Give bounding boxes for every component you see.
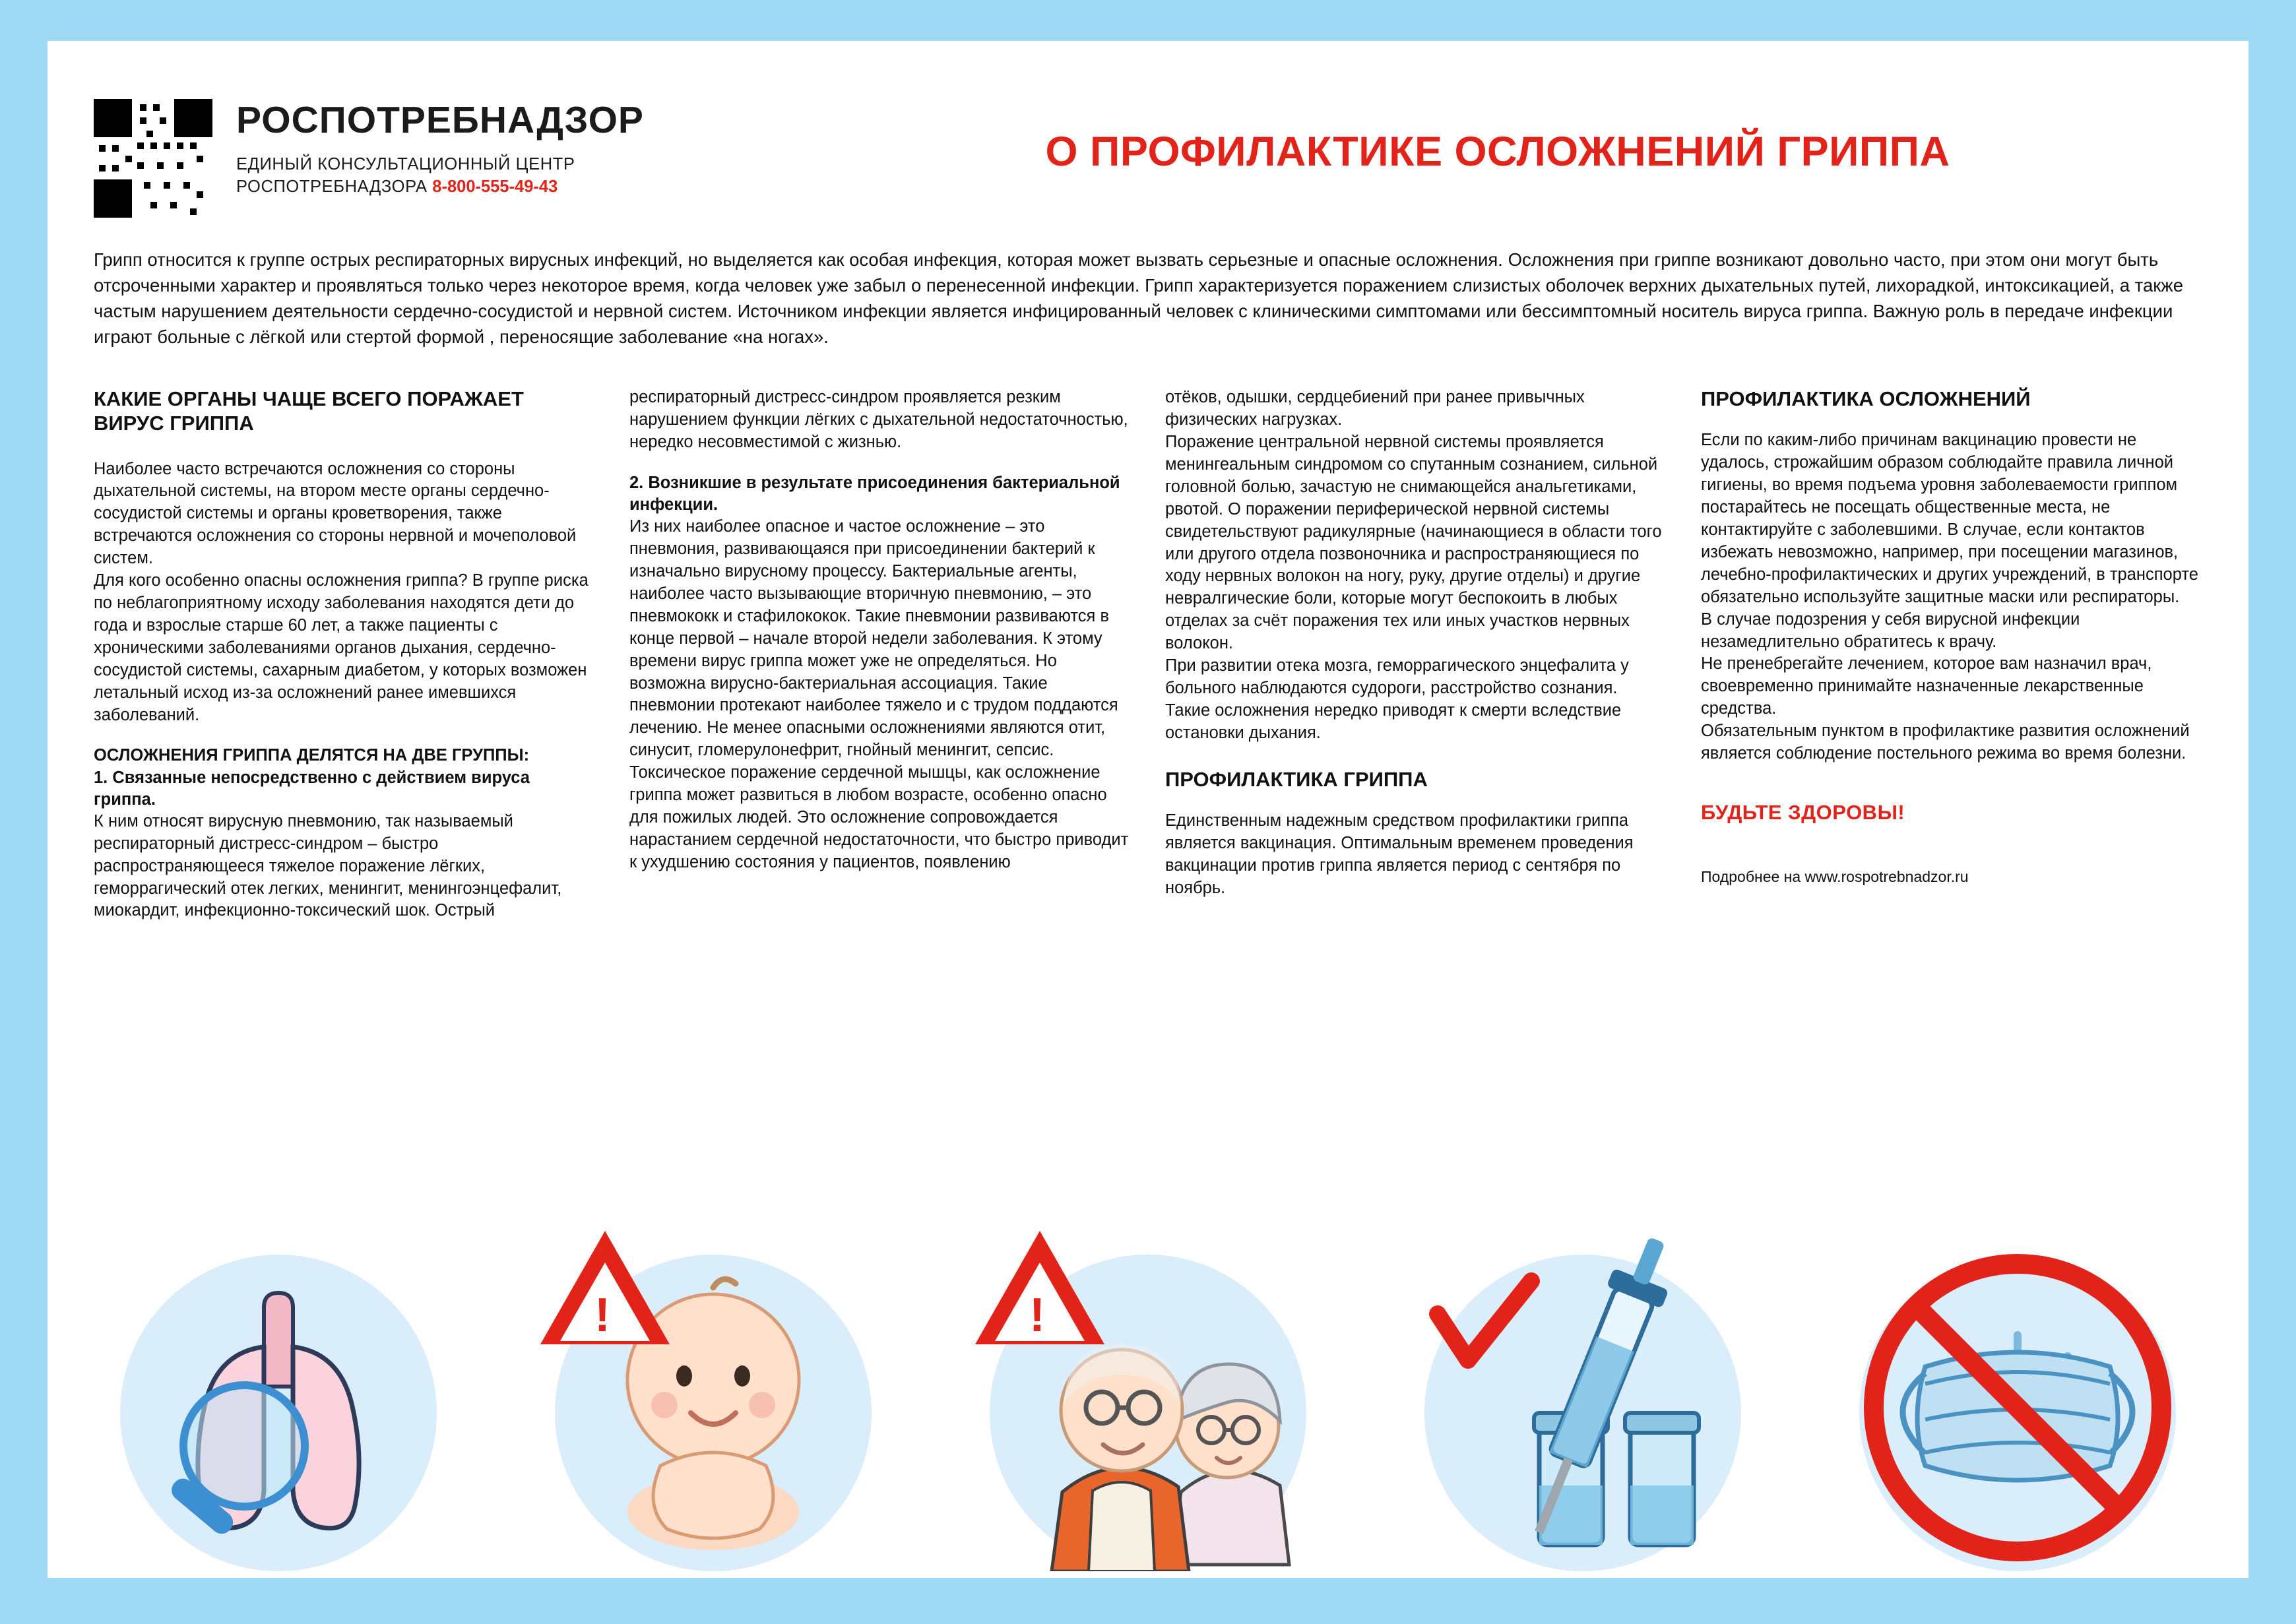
section-heading-flu-prevention: ПРОФИЛАКТИКА ГРИППА [1165, 767, 1428, 791]
section-heading-organs: КАКИЕ ОРГАНЫ ЧАЩЕ ВСЕГО ПОРАЖАЕТ ВИРУС ГРИППА [94, 387, 524, 435]
section-heading-two-groups: ОСЛОЖНЕНИЯ ГРИППА ДЕЛЯТСЯ НА ДВЕ ГРУППЫ: [94, 746, 530, 765]
brand-block [94, 99, 872, 218]
header [94, 67, 2202, 218]
group-2-paragraph: Из них наиболее опасное и частое осложнение – это пневмония, развивающаяся при присоединении бактерий к изначально вирусному процессу. Бактериальные агенты, наиболее часто вызывающие вторичную пневмонию, – это пневмококк и стафилококок. Такие пневмонии развиваются в конце первой – начале второй недели заболевания. К этому времени вирус гриппа может уже не определяться. Но возможна вирусно-бактериальная ассоциация. Такие пневмонии протекают наиболее тяжело и с трудом поддаются лечению. Не менее опасными осложнениями являются отит, синусит, гломерулонефрит, гнойный менингит, сепсис. Токсическое поражение сердечной мышцы, как осложнение гриппа может развиться в любом возрасте, особенно опасно для пожилых людей. Это осложнение сопровождается нарастанием сердечной недостаточности, что быстро приводит к ухудшению состояния у пациентов, появлению [629, 517, 1129, 871]
brand-subtitle-line2: РОСПОТРЕБНАДЗОРА [236, 177, 428, 196]
column-2-paragraph-1: респираторный дистресс-синдром проявляется резким нарушением функции лёгких с дыхательной недостаточностью, нередко несовместимой с жизнью. [629, 388, 1128, 451]
group-2-subheading: 2. Возникшие в результате присоединения бактериальной инфекции. [629, 473, 1120, 515]
column-3-paragraph-3: При развитии отека мозга, геморрагического энцефалита у больного наблюдаются судороги, расстройство сознания. Такие осложнения нередко приводят к смерти вследствие остановки дыхания. [1165, 656, 1629, 742]
qr-code-icon [94, 99, 212, 218]
page-title: О ПРОФИЛАКТИКЕ ОСЛОЖНЕНИЙ ГРИППА [1045, 129, 1950, 175]
icon-cell-vaccination [1398, 1222, 1768, 1578]
complication-paragraph-4: Обязательным пунктом в профилактике развития осложнений является соблюдение постельного режима во время болезни. [1701, 722, 2190, 763]
group-1-subheading: 1. Связанные непосредственно с действием вируса гриппа. [94, 768, 530, 809]
mask-prohibited-virus-icon [1833, 1228, 2202, 1571]
organs-paragraph-2: Для кого особенно опасны осложнения гриппа? В группе риска по неблагоприятному исходу заболевания находятся дети до года и взрослые старше 60 лет, а также пациенты с хроническими заболеваниями органов дыхания, сердечно-сосудистой системы, сахарным диабетом, у которых возможен летальный исход из-за осложнений ранее имевшихся заболеваний. [94, 571, 589, 724]
vaccination-syringe-icon [1398, 1228, 1768, 1571]
brand-title: РОСПОТРЕБНАДЗОР [236, 99, 644, 141]
complication-paragraph-2: В случае подозрения у себя вирусной инфекции незамедлительно обратитесь к врачу. [1701, 609, 2080, 651]
column-3-paragraph-1: отёков, одышки, сердцебиений при ранее привычных физических нагрузках. [1165, 388, 1585, 429]
column-1 [94, 387, 595, 922]
icon-cell-mask [1833, 1222, 2202, 1578]
column-4 [1701, 387, 2202, 922]
intro-paragraph: Грипп относится к группе острых респираторных вирусных инфекций, но выделяется как особая инфекция, которая может вызвать серьезные и опасные осложнения. Осложнения при гриппе возникают довольно часто, при этом они могут быть отсроченными характер и проявляться только через некоторое время, когда человек уже забыл о перенесенной инфекции. Грипп характеризуется поражением слизистых оболочек верхних дыхательных путей, лихорадкой, интоксикацией, а также частым нарушением деятельности сердечно-сосудистой и нервной систем. Источником инфекции является инфицированный человек с клиническими симптомами или бессимптомный носитель вируса гриппа. Важную роль в передаче инфекции играют больные с лёгкой или стертой формой , переносящие заболевание «на ногах». [94, 249, 2183, 348]
exclamation-mark: ! [1029, 1289, 1045, 1342]
section-heading-complication-prevention: ПРОФИЛАКТИКА ОСЛОЖНЕНИЙ [1701, 387, 2031, 411]
poster-sheet [48, 41, 2248, 1578]
icon-strip [94, 1208, 2202, 1578]
brand-subtitle [236, 154, 644, 198]
content-columns [94, 387, 2202, 922]
group-1-paragraph: К ним относят вирусную пневмонию, так называемый респираторный дистресс-синдром – быстро распространяющееся тяжелое поражение лёгких, геморрагический отек легких, менингит, менингоэнцефалит, миокардит, инфекционно-токсический шок. Острый [94, 811, 562, 920]
lungs-magnifier-icon [94, 1228, 463, 1571]
more-info-link[interactable]: Подробнее на www.rospotrebnadzor.ru [1701, 867, 1969, 885]
complication-paragraph-3: Не пренебрегайте лечением, которое вам назначил врач, своевременно принимайте назначенные лекарственные средства. [1701, 654, 2152, 718]
column-2 [629, 387, 1131, 922]
complication-paragraph-1: Если по каким-либо причинам вакцинацию провести не удалось, строжайшим образом соблюдайте правила личной гигиены, во время подъема уровня заболеваемости гриппом постарайтесь не посещать общественные места, не контактируйте с заболевшими. В случае, если контактов избежать невозможно, например, при посещении магазинов, лечебно-профилактических и других учреждений, в транспорте обязательно используйте защитные маски или респираторы. [1701, 431, 2198, 606]
icon-cell-elderly [963, 1222, 1333, 1578]
brand-text [236, 99, 644, 198]
flu-prevention-paragraph: Единственным надежным средством профилактики гриппа является вакцинация. Оптимальным временем проведения вакцинации против гриппа является период с сентября по ноябрь. [1165, 811, 1634, 897]
column-3-paragraph-2: Поражение центральной нервной системы проявляется менингеальным синдромом со спутанным сознанием, сильной головной болью, зачастую не снимающейся анальгетиками, рвотой. О поражении периферической нервной системы свидетельствуют радикулярные (начинающиеся в области того или другого отдела позвоночника и распространяющиеся по ходу нервных волокон на ногу, руку, другие отделы) и другие невралгические боли, которые могут беспокоить в любых отделах за счёт поражения тех или иных участков нервных волокон. [1165, 433, 1662, 653]
be-healthy-slogan: БУДЬТЕ ЗДОРОВЫ! [1701, 800, 1905, 824]
brand-subtitle-line1: ЕДИНЫЙ КОНСУЛЬТАЦИОННЫЙ ЦЕНТР [236, 155, 575, 173]
icon-cell-lungs [94, 1222, 463, 1578]
exclamation-mark: ! [594, 1289, 610, 1342]
organs-paragraph-1: Наиболее часто встречаются осложнения со стороны дыхательной системы, на втором месте органы сердечно-сосудистой системы и органы кроветворения, также встречаются осложнения со стороны нервной и мочеполовой систем. [94, 459, 577, 568]
icon-cell-baby [528, 1222, 898, 1578]
hotline-phone[interactable]: 8-800-555-49-43 [432, 177, 558, 196]
column-3 [1165, 387, 1667, 922]
